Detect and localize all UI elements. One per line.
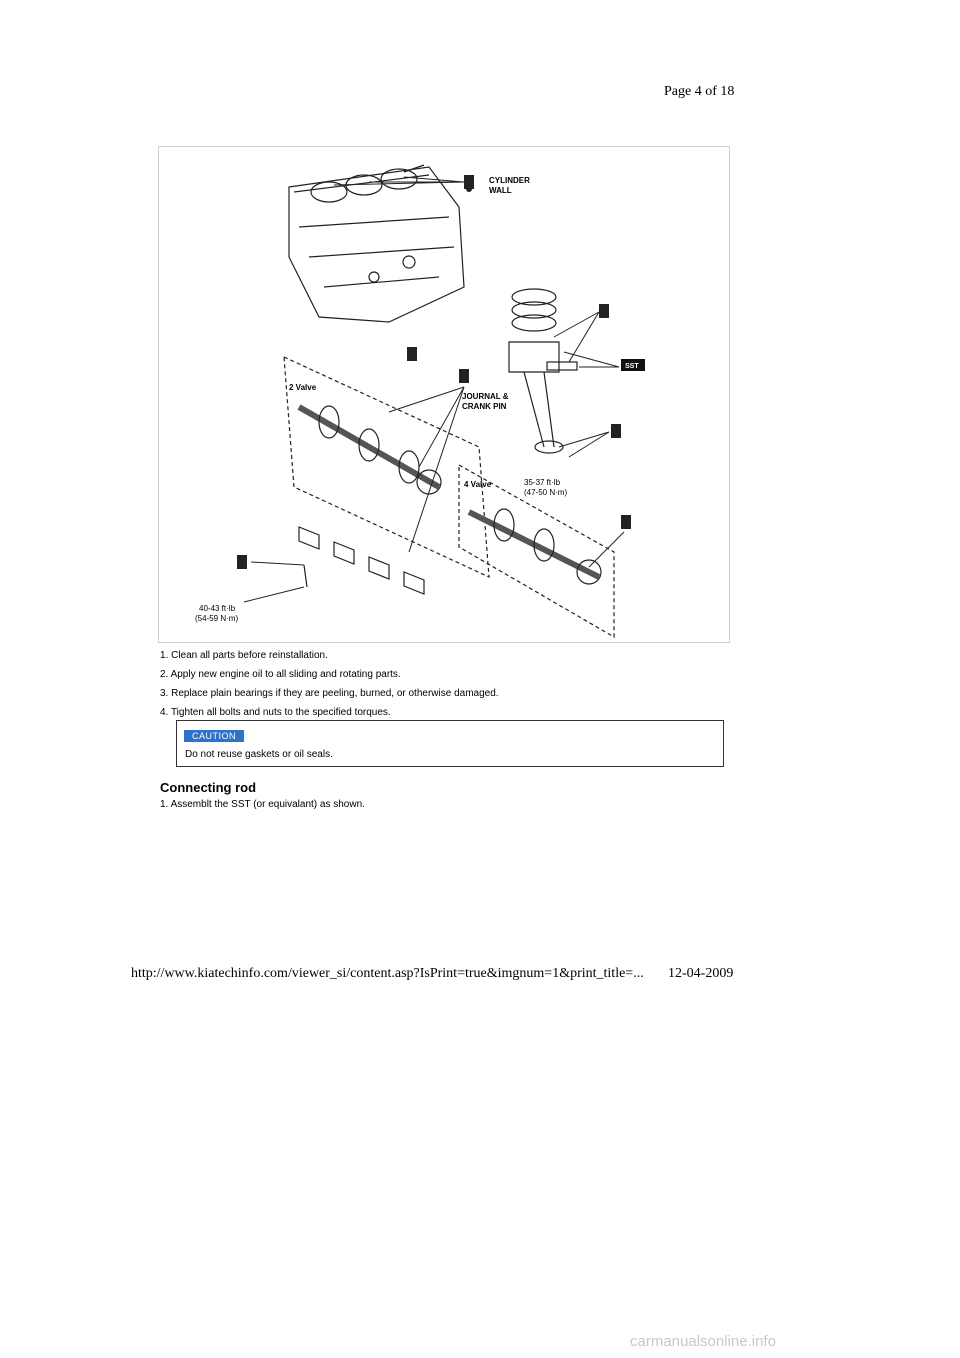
- oil-can-icon-4valve: [621, 515, 631, 529]
- label-cylinder-wall-1: CYLINDER: [489, 176, 530, 185]
- label-4-valve: 4 Valve: [464, 480, 492, 489]
- footer-date: 12-04-2009: [668, 966, 734, 981]
- cylinder-block-drawing: [289, 165, 464, 322]
- label-torque-upper-1: 35-37 ft·lb: [524, 478, 561, 487]
- label-journal-1: JOURNAL &: [462, 392, 509, 401]
- step-item: 3. Replace plain bearings if they are peeling, burned, or otherwise damaged.: [160, 688, 499, 699]
- bearing-caps-drawing: [299, 527, 424, 594]
- engine-block-diagram: [158, 146, 730, 643]
- oil-can-icon-lower: [237, 555, 247, 569]
- label-2-valve: 2 Valve: [289, 383, 317, 392]
- step-item: 4. Tighten all bolts and nuts to the specified torques.: [160, 707, 391, 718]
- caution-text: Do not reuse gaskets or oil seals.: [185, 749, 333, 760]
- watermark: carmanualsonline.info: [630, 1333, 776, 1350]
- caution-badge: CAUTION: [184, 730, 244, 742]
- oil-can-icon-journal: [407, 347, 469, 383]
- label-cylinder-wall-2: WALL: [489, 186, 512, 195]
- label-torque-lower-1: 40-43 ft·lb: [199, 604, 236, 613]
- label-sst: SST: [625, 363, 639, 370]
- label-torque-lower-2: (54-59 N·m): [195, 614, 239, 623]
- footer-url: http://www.kiatechinfo.com/viewer_si/content.asp?IsPrint=true&imgnum=1&print_title=...: [131, 966, 644, 981]
- oil-can-icon-rod: [611, 424, 621, 438]
- reinstallation-steps: [160, 646, 730, 722]
- oil-can-icon: [464, 175, 474, 192]
- step-item: 1. Assemblt the SST (or equivalant) as shown.: [160, 799, 365, 810]
- section-heading: Connecting rod: [160, 780, 257, 795]
- step-item: 2. Apply new engine oil to all sliding and rotating parts.: [160, 669, 401, 680]
- page-number: Page 4 of 18: [664, 84, 735, 99]
- connecting-rod-steps: [160, 796, 365, 814]
- label-torque-upper-2: (47-50 N·m): [524, 488, 568, 497]
- step-item: 1. Clean all parts before reinstallation.: [160, 650, 328, 661]
- oil-can-icon-piston: [599, 304, 609, 318]
- piston-assembly-drawing: [509, 289, 577, 453]
- sst-badge: [621, 359, 645, 371]
- label-journal-2: CRANK PIN: [462, 402, 507, 411]
- caution-box: [176, 720, 724, 767]
